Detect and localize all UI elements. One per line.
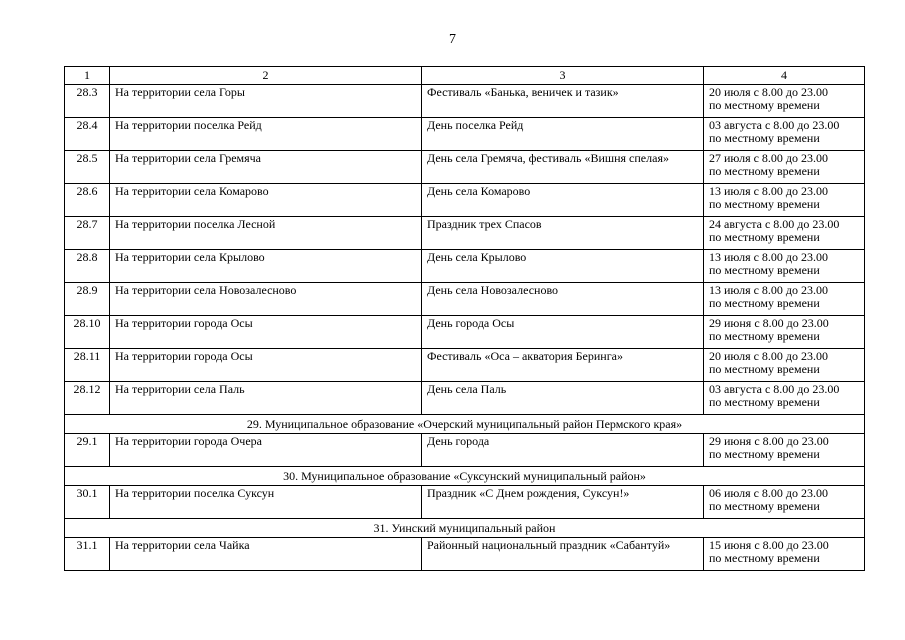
row-event: День села Новозалесново [422, 283, 704, 316]
table-row [65, 151, 865, 184]
row-number: 28.12 [65, 382, 110, 415]
row-event: День села Паль [422, 382, 704, 415]
table-row [65, 316, 865, 349]
row-date-time-zone: по местному времени [709, 164, 820, 178]
row-event: День села Гремяча, фестиваль «Вишня спелая» [422, 151, 704, 184]
row-number: 29.1 [65, 434, 110, 467]
row-date-time-zone: по местному времени [709, 551, 820, 565]
row-place: На территории города Осы [110, 316, 422, 349]
column-header: 2 [110, 67, 422, 85]
table-row [65, 217, 865, 250]
row-date-line: 13 июля с 8.00 до 23.00 [709, 250, 829, 264]
row-date-line: 03 августа с 8.00 до 23.00 [709, 382, 840, 396]
row-place: На территории села Комарово [110, 184, 422, 217]
row-date-line: 29 июня с 8.00 до 23.00 [709, 434, 829, 448]
row-event: Фестиваль «Оса – акватория Беринга» [422, 349, 704, 382]
row-place: На территории села Крылово [110, 250, 422, 283]
row-place: На территории села Гремяча [110, 151, 422, 184]
row-event: День города [422, 434, 704, 467]
row-place: На территории поселка Рейд [110, 118, 422, 151]
row-date-line: 24 августа с 8.00 до 23.00 [709, 217, 840, 231]
table-row [65, 283, 865, 316]
section-title: 30. Муниципальное образование «Суксунский муниципальный район» [65, 467, 865, 486]
row-date-time-zone: по местному времени [709, 197, 820, 211]
column-header: 4 [704, 67, 865, 85]
row-date-time-zone: по местному времени [709, 395, 820, 409]
row-date-time-zone: по местному времени [709, 329, 820, 343]
row-number: 31.1 [65, 538, 110, 571]
table-row [65, 85, 865, 118]
table-header-row [65, 67, 865, 85]
row-event: День села Комарово [422, 184, 704, 217]
row-date-time-zone: по местному времени [709, 230, 820, 244]
row-place: На территории поселка Лесной [110, 217, 422, 250]
row-date-line: 03 августа с 8.00 до 23.00 [709, 118, 840, 132]
row-date-time-zone: по местному времени [709, 499, 820, 513]
row-place: На территории села Новозалесново [110, 283, 422, 316]
events-table [64, 66, 865, 571]
page-number: 7 [449, 32, 456, 47]
row-date-line: 13 июля с 8.00 до 23.00 [709, 283, 829, 297]
table-row [65, 118, 865, 151]
row-date [704, 118, 865, 151]
row-event: Фестиваль «Банька, веничек и тазик» [422, 85, 704, 118]
column-header: 3 [422, 67, 704, 85]
row-date-line: 06 июля с 8.00 до 23.00 [709, 486, 829, 500]
table-row [65, 250, 865, 283]
row-place: На территории села Чайка [110, 538, 422, 571]
table-row [65, 382, 865, 415]
row-date [704, 250, 865, 283]
table-row [65, 538, 865, 571]
row-date-time-zone: по местному времени [709, 131, 820, 145]
section-title: 31. Уинский муниципальный район [65, 519, 865, 538]
row-event: День села Крылово [422, 250, 704, 283]
column-header: 1 [65, 67, 110, 85]
row-number: 28.11 [65, 349, 110, 382]
row-date [704, 85, 865, 118]
row-event: Праздник трех Спасов [422, 217, 704, 250]
row-date [704, 382, 865, 415]
section-row [65, 415, 865, 434]
row-date-line: 13 июля с 8.00 до 23.00 [709, 184, 829, 198]
row-date-time-zone: по местному времени [709, 263, 820, 277]
row-number: 28.7 [65, 217, 110, 250]
row-date [704, 486, 865, 519]
row-date-line: 20 июля с 8.00 до 23.00 [709, 85, 829, 99]
row-event: Районный национальный праздник «Сабантуй» [422, 538, 704, 571]
row-date-time-zone: по местному времени [709, 447, 820, 461]
row-number: 28.3 [65, 85, 110, 118]
row-event: Праздник «С Днем рождения, Суксун!» [422, 486, 704, 519]
row-date [704, 283, 865, 316]
row-date [704, 434, 865, 467]
row-place: На территории поселка Суксун [110, 486, 422, 519]
row-date [704, 316, 865, 349]
row-date-line: 20 июля с 8.00 до 23.00 [709, 349, 829, 363]
row-date [704, 538, 865, 571]
row-event: День поселка Рейд [422, 118, 704, 151]
section-title: 29. Муниципальное образование «Очерский муниципальный район Пермского края» [65, 415, 865, 434]
row-date [704, 151, 865, 184]
row-number: 30.1 [65, 486, 110, 519]
row-place: На территории города Очера [110, 434, 422, 467]
row-place: На территории села Паль [110, 382, 422, 415]
row-number: 28.10 [65, 316, 110, 349]
table-row [65, 486, 865, 519]
row-date-line: 15 июня с 8.00 до 23.00 [709, 538, 829, 552]
table-row [65, 434, 865, 467]
row-date-line: 27 июля с 8.00 до 23.00 [709, 151, 829, 165]
row-date-time-zone: по местному времени [709, 362, 820, 376]
row-date-time-zone: по местному времени [709, 296, 820, 310]
row-date [704, 184, 865, 217]
table-row [65, 349, 865, 382]
row-number: 28.4 [65, 118, 110, 151]
row-date [704, 349, 865, 382]
row-event: День города Осы [422, 316, 704, 349]
row-number: 28.6 [65, 184, 110, 217]
row-place: На территории села Горы [110, 85, 422, 118]
row-date-line: 29 июня с 8.00 до 23.00 [709, 316, 829, 330]
row-number: 28.5 [65, 151, 110, 184]
row-number: 28.9 [65, 283, 110, 316]
row-number: 28.8 [65, 250, 110, 283]
row-date-time-zone: по местному времени [709, 98, 820, 112]
row-date [704, 217, 865, 250]
section-row [65, 467, 865, 486]
row-place: На территории города Осы [110, 349, 422, 382]
table-row [65, 184, 865, 217]
section-row [65, 519, 865, 538]
